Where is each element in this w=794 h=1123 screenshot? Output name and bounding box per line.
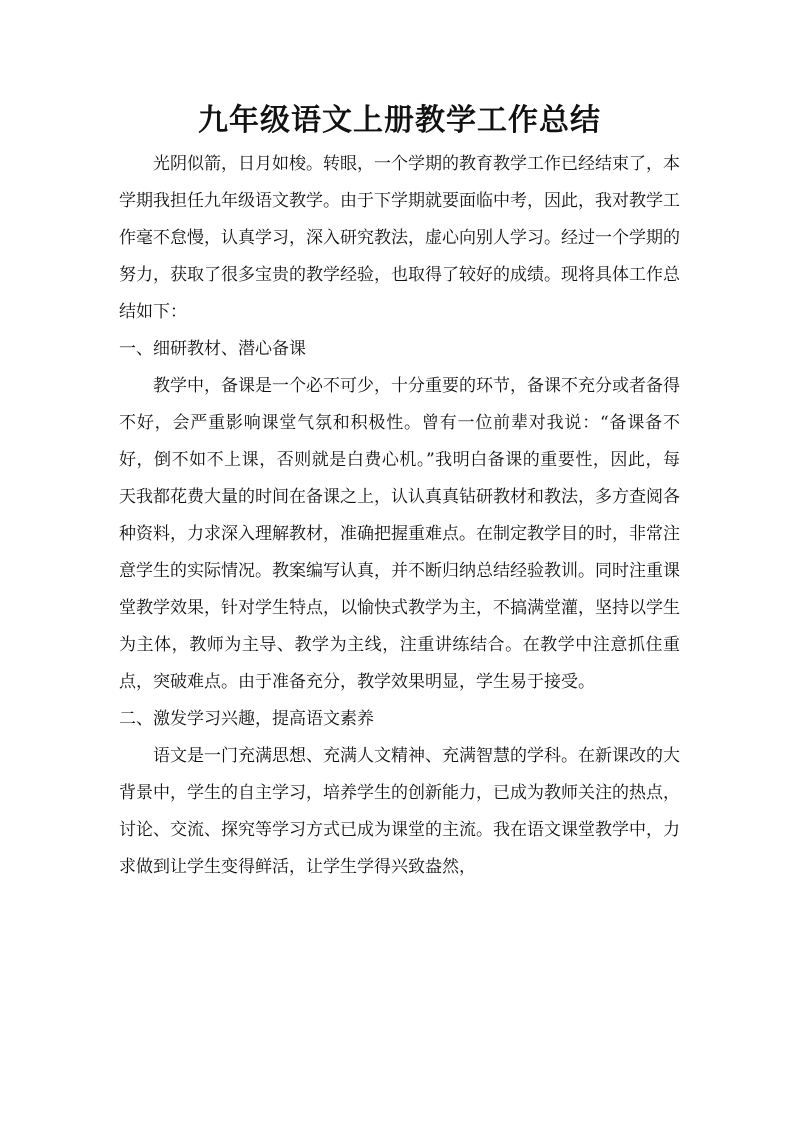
intro-paragraph: 光阴似箭，日月如梭。转眼，一个学期的教育教学工作已经结束了，本学期我担任九年级语文教学。由于下学期就要面临中考，因此，我对教学工作毫不怠慢，认真学习，深入研究教法，虚心向别人学习。经过一个学期的努力，获取了很多宝贵的教学经验，也取得了较好的成绩。现将具体工作总结如下： <box>119 154 680 322</box>
document-body <box>119 146 680 886</box>
section-heading-2: 二、激发学习兴趣，提高语文素养 <box>119 709 374 729</box>
document-title: 九年级语文上册教学工作总结 <box>198 103 601 138</box>
section-heading-1: 一、细研教材、潜心备课 <box>119 339 306 359</box>
section-paragraph-2: 语文是一门充满思想、充满人文精神、充满智慧的学科。在新课改的大背景中，学生的自主学习，培养学生的创新能力，已成为教师关注的热点，讨论、交流、探究等学习方式已成为课堂的主流。我在语文课堂教学中，力求做到让学生变得鲜活，让学生学得兴致盎然， <box>119 746 680 877</box>
section-paragraph-1: 教学中，备课是一个必不可少，十分重要的环节，备课不充分或者备得不好，会严重影响课堂气氛和积极性。曾有一位前辈对我说：“备课备不好，倒不如不上课，否则就是白费心机。”我明白备课的重要性，因此，每天我都花费大量的时间在备课之上，认认真真钻研教材和教法，多方查阅各种资料，力求深入理解教材，准确把握重难点。在制定教学目的时，非常注意学生的实际情况。教案编写认真，并不断归纳总结经验教训。同时注重课堂教学效果，针对学生特点，以愉快式教学为主，不搞满堂灌，坚持以学生为主体，教师为主导、教学为主线，注重讲练结合。在教学中注意抓住重点，突破难点。由于准备充分，教学效果明显，学生易于接受。 <box>119 376 680 692</box>
